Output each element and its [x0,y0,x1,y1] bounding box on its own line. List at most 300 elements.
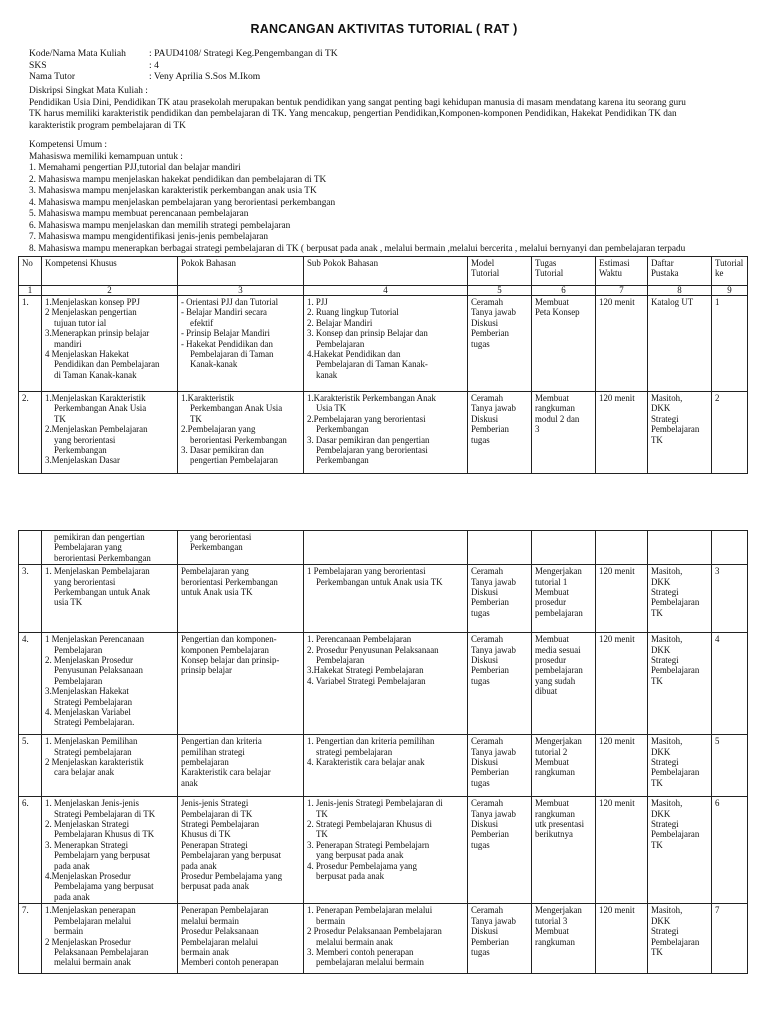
assignment-cell [532,565,596,633]
model-cell-line: Ceramah [471,297,504,307]
competence-cell-line: di Taman Kanak-kanak [54,369,137,380]
reference-cell-line: DKK [651,746,671,757]
topic-cell-line: TK [190,413,202,424]
model-cell-line: Pemberian [471,665,509,676]
column-number: 2 [42,286,178,296]
assignment-cell-line: pembelajaran [535,607,583,618]
assignment-cell-line: tutorial 2 [535,746,568,757]
competence-item: 3. Mahasiswa mampu menjelaskan karakteristik perkembangan anak usia TK [29,186,317,196]
session-number: 1 [712,296,748,392]
reference-cell-line: Masitoh, [651,634,683,645]
time-cell [596,565,648,633]
subtopic-cell-line: 4.Hakekat Pendidikan dan [307,349,401,360]
subtopic-cell-line: Perkembangan [316,424,369,435]
subtopic-cell-line: 1 Pembelajaran yang berorientasi [307,566,426,577]
topic-cell-line: - Prinsip Belajar Mandiri [181,328,270,339]
assignment-cell [532,531,596,565]
reference-cell-line: Strategi [651,413,679,424]
session-number: 4 [712,633,748,735]
model-cell-line: Tanya jawab [471,746,516,757]
topic-cell [178,633,304,735]
topic-cell-line: Khusus di TK [181,829,231,840]
session-number: 7 [712,904,748,974]
model-cell-line: Tanya jawab [471,403,516,414]
competence-item: 8. Mahasiswa mampu menerapkan berbagai strategi pembelajaran di TK ( berpusat pada anak , melalui bermain ,melalui bercerita , melalui bernyanyi dan pembelajaran terpadu [29,243,686,254]
header-col-sub [304,257,468,286]
header-text: Model [471,258,495,268]
tutorial-plan-table-continued [18,530,748,974]
header-text: ke [715,268,724,279]
competence-cell-line: Pendidikan dan Pembelajaran [54,359,160,370]
model-cell-line: tugas [471,777,490,788]
topic-cell-line: pengertian Pembelajaran [190,455,278,466]
model-cell-line: tugas [471,675,490,686]
reference-cell-line: TK [651,777,663,788]
competence-item: 4. Mahasiswa mampu menjelaskan pembelajaran yang berorientasi perkembangan [29,197,336,208]
session-number [712,531,748,565]
table-row [19,797,748,904]
competence-cell-line: 1. Menjelaskan Pembelajaran [45,566,150,577]
competence-cell-line: 4 Menjelaskan Hakekat [45,349,129,360]
subtopic-cell-line: 2 Prosedur Pelaksanaan Pembelajaran [307,926,442,937]
assignment-cell-line: Peta Konsep [535,307,580,318]
assignment-cell-line: media sesuai [535,644,581,655]
competence-cell-line: 2. Menjelaskan Prosedur [45,655,133,666]
reference-cell-line: Pembelajaran [651,767,700,778]
column-number: 3 [178,286,304,296]
subtopic-cell [304,565,468,633]
subtopic-cell-line: 3.Hakekat Strategi Pembelajaran [307,665,424,676]
competence-cell-line: Strategi pembelajaran [54,746,132,757]
document-title: RANCANGAN AKTIVITAS TUTORIAL ( RAT ) [250,22,518,36]
row-number [19,531,42,565]
competence-cell-line: pemikiran dan pengertian [54,532,145,542]
topic-cell-line: Pengertian dan kriteria [181,736,262,747]
reference-cell [648,633,712,735]
assignment-cell-line: tutorial 3 [535,915,568,926]
model-cell [468,797,532,904]
topic-cell-line: - Belajar Mandiri secara [181,307,267,318]
competence-cell-line: pada anak [54,860,90,871]
subtopic-cell-line: 4. Karakteristik cara belajar anak [307,757,425,768]
tutorial-plan-table [18,256,748,474]
model-cell-line: Tanya jawab [471,808,516,819]
topic-cell [178,735,304,797]
topic-cell [178,565,304,633]
row-number: 6. [19,797,42,904]
subtopic-cell-line: melalui bermain anak [316,936,393,947]
subtopic-cell [304,392,468,474]
header-text: Tutorial [715,258,744,268]
model-cell-line: Diskusi [471,413,499,424]
course-info-value: : 4 [149,59,159,71]
model-cell [468,735,532,797]
assignment-cell-line: rangkuman [535,936,575,947]
header-text: Pustaka [651,268,679,279]
topic-cell [178,797,304,904]
subtopic-cell-line: Pembelajaran [316,655,365,666]
subtopic-cell-line: 2. Prosedur Penyusunan Pelaksanaan [307,644,439,655]
header-text: No [22,258,33,268]
subtopic-cell-line: 1. Jenis-jenis Strategi Pembelajaran di [307,798,443,809]
competence-cell-line: 4.Menjelaskan Prosedur [45,871,131,882]
competence-cell-line: 1.Menjelaskan Karakteristik [45,393,146,403]
subtopic-cell-line: Usia TK [316,403,347,414]
table-row [19,904,748,974]
table-row [19,565,748,633]
time-cell [596,904,648,974]
competence-cell [42,797,178,904]
competence-cell-line: 4. Menjelaskan Variabel [45,707,131,718]
reference-cell [648,904,712,974]
competence-item: 6. Mahasiswa mampu menjelaskan dan memilih strategi pembelajaran [29,220,291,231]
description-line: TK harus memiliki karakteristik pendidikan dan pembelajaran di TK. Yang mencakup, pengertian Pendidikan,Komponen-komponen Pendidikan, Hakekat Pendidikan TK dan [29,109,677,119]
subtopic-cell-line: Pembelajaran yang berorientasi [316,445,428,456]
time-cell-line: 120 menit [599,736,635,747]
topic-cell-line: 2.Pembelajaran yang [181,424,256,435]
assignment-cell-line: dibuat [535,686,558,697]
competence-cell-line: Pembelajama yang berpusat [54,881,154,892]
reference-cell-line: Pembelajaran [651,936,700,947]
subtopic-cell-line: Perkembangan [316,455,369,466]
row-number: 1. [19,296,42,392]
competence-cell-line: 2 Menjelaskan pengertian [45,307,137,318]
competence-cell-line: Perkembangan [54,445,107,456]
topic-cell-line: Pembelajaran di Taman [190,349,274,360]
competence-cell-line: pada anak [54,891,90,902]
column-number: 9 [712,286,748,296]
subtopic-cell-line: 4. Prosedur Pembelajama yang [307,860,417,871]
topic-cell-line: Karakteristik cara belajar [181,767,271,778]
subtopic-cell-line: yang berpusat pada anak [316,850,404,861]
course-info [29,48,338,83]
model-cell-line: tugas [471,338,490,349]
competence-item: 7. Mahasiswa mampu mengidentifikasi jenis-jenis pembelajaran [29,232,269,242]
subtopic-cell-line: 3. Konsep dan prinsip Belajar dan [307,328,428,339]
subtopic-cell-line: 1. Perencanaan Pembelajaran [307,634,412,645]
topic-cell-line: Penerapan Strategi [181,839,248,850]
topic-cell-line: Konsep belajar dan prinsip- [181,655,280,666]
assignment-cell-line: rangkuman [535,767,575,778]
reference-cell-line: Masitoh, [651,566,683,577]
table-row [19,296,748,392]
topic-cell-line: yang berorientasi [190,532,252,542]
assignment-cell-line: Membuat [535,297,570,307]
header-col-no [19,257,42,286]
model-cell-line: Diskusi [471,587,499,598]
table-header-row [19,257,748,286]
reference-cell [648,797,712,904]
header-col-pustaka [648,257,712,286]
competence-cell-line: 3.Menerapkan prinsip belajar [45,328,150,339]
assignment-cell-line: Membuat [535,393,570,403]
competence-cell-line: 1.Menjelaskan penerapan [45,905,136,916]
subtopic-cell-line: TK [316,808,328,819]
subtopic-cell-line: kanak [316,369,338,380]
competence-cell [42,531,178,565]
subtopic-cell-line: Perkembangan untuk Anak usia TK [316,576,443,587]
reference-cell-line: Masitoh, [651,736,683,747]
table-row [19,633,748,735]
topic-cell-line: anak [181,777,198,788]
row-number: 3. [19,565,42,633]
subtopic-cell-line: 1. PJJ [307,297,328,307]
reference-cell-line: TK [651,839,663,850]
assignment-cell-line: Membuat [535,757,570,768]
topic-cell-line: Pembelajaran melalui [181,936,259,947]
header-col-ke [712,257,748,286]
header-text: Waktu [599,268,622,279]
competence-cell-line: bermain [54,926,84,937]
general-competence [29,140,741,255]
subtopic-cell-line: 3. Dasar pemikiran dan pengertian [307,434,430,445]
assignment-cell [532,392,596,474]
topic-cell [178,296,304,392]
table-row [19,531,748,565]
course-info-row [29,60,338,72]
topic-cell-line: Prosedur Pembelajama yang [181,871,283,882]
assignment-cell-line: prosedur [535,655,567,666]
subtopic-cell-line: Pembelajaran di Taman Kanak- [316,359,428,370]
course-info-value: : PAUD4108/ Strategi Keg.Pengembangan di TK [149,48,338,59]
column-number: 7 [596,286,648,296]
reference-cell [648,296,712,392]
competence-item: 5. Mahasiswa mampu membuat perencanaan pembelajaran [29,209,249,219]
header-text: Tugas [535,258,557,268]
column-number: 1 [19,286,42,296]
subtopic-cell [304,904,468,974]
header-text: Kompetensi Khusus [45,258,117,268]
competence-cell [42,392,178,474]
time-cell-line: 120 menit [599,905,635,916]
topic-cell-line: Pembelajaran di TK [181,808,253,819]
subtopic-cell-line: 4. Variabel Strategi Pembelajaran [307,675,426,686]
subtopic-cell-line: 1.Karakteristik Perkembangan Anak [307,393,436,403]
model-cell-line: Ceramah [471,566,504,577]
assignment-cell-line: Membuat [535,587,570,598]
subtopic-cell [304,531,468,565]
assignment-cell [532,904,596,974]
competence-cell-line: Pelaksanaan Pembelajaran [54,946,149,957]
reference-cell-line: DKK [651,644,671,655]
competence-cell-line: TK [54,413,66,424]
competence-cell-line: Strategi Pembelajaran. [54,717,135,728]
header-text: Sub Pokok Bahasan [307,258,378,268]
competence-cell [42,735,178,797]
topic-cell-line: berpusat pada anak [181,881,250,892]
model-cell-line: Tanya jawab [471,576,516,587]
model-cell [468,633,532,735]
model-cell-line: Ceramah [471,798,504,809]
subtopic-cell-line: bermain [316,915,346,926]
topic-cell-line: berorientasi Perkembangan [181,576,278,587]
assignment-cell-line: Membuat [535,926,570,937]
model-cell-line: Diskusi [471,757,499,768]
topic-cell-line: - Hakekat Pendidikan dan [181,338,273,349]
reference-cell-line: DKK [651,915,671,926]
topic-cell-line: Strategi Pembelajaran [181,819,260,830]
header-col-model [468,257,532,286]
time-cell [596,797,648,904]
competence-cell-line: 1.Menjelaskan konsep PPJ [45,297,140,307]
competence-item: 2. Mahasiswa mampu menjelaskan hakekat pendidikan dan pembelajaran di TK [29,174,327,185]
subtopic-cell [304,735,468,797]
course-info-value: : Veny Aprilia S.Sos M.Ikom [149,71,261,83]
reference-cell [648,565,712,633]
subtopic-cell-line: 2. Belajar Mandiri [307,317,373,328]
model-cell [468,296,532,392]
assignment-cell-line: Membuat [535,634,570,645]
time-cell [596,633,648,735]
model-cell-line: Diskusi [471,317,499,328]
subtopic-cell-line: berpusat pada anak [316,871,385,882]
course-info-key: Nama Tutor [29,71,76,83]
time-cell [596,392,648,474]
session-number: 3 [712,565,748,633]
competence-cell-line: 2.Menjelaskan Pembelajaran [45,424,148,435]
competence-heading: Kompetensi Umum : [29,140,107,150]
model-cell-line: tugas [471,946,490,957]
assignment-cell-line: pembelajaran [535,665,583,676]
topic-cell [178,531,304,565]
reference-cell-line: Pembelajaran [651,597,700,608]
table-row [19,735,748,797]
competence-cell-line: yang berorientasi [54,434,116,445]
subtopic-cell-line: TK [316,829,328,840]
reference-cell-line: Strategi [651,587,679,598]
reference-cell-line: Strategi [651,655,679,666]
assignment-cell-line: utk presentasi [535,819,585,830]
row-number: 7. [19,904,42,974]
competence-cell-line: melalui bermain anak [54,957,131,968]
course-info-row [29,48,338,60]
subtopic-cell-line: Pembelajaran [316,338,365,349]
session-number: 2 [712,392,748,474]
subtopic-cell-line: 2. Ruang lingkup Tutorial [307,307,399,318]
assignment-cell-line: Mengerjakan [535,905,582,916]
model-cell-line: Pemberian [471,829,509,840]
assignment-cell-line: 3 [535,424,540,435]
time-cell-line: 120 menit [599,393,635,403]
competence-cell [42,565,178,633]
reference-cell-line: Pembelajaran [651,665,700,676]
model-cell-line: Diskusi [471,655,499,666]
column-number-row [19,286,748,296]
topic-cell-line: Pengertian dan komponen- [181,634,277,645]
reference-cell-line: TK [651,675,663,686]
topic-cell-line: untuk Anak usia TK [181,587,253,598]
reference-cell-line: TK [651,946,663,957]
subtopic-cell-line: 2. Strategi Pembelajaran Khusus di [307,819,432,830]
competence-cell-line: 3. Menerapkan Strategi [45,839,129,850]
column-number: 8 [648,286,712,296]
description-line: Pendidikan Usia Dini, Pendidikan TK atau prasekolah merupakan bentuk pendidikan yang sangat penting bagi kehidupan manusia di masam mendatang karena itu seorang guru [29,97,686,108]
assignment-cell [532,296,596,392]
topic-cell-line: Memberi contoh penerapan [181,957,279,968]
header-col-waktu [596,257,648,286]
assignment-cell [532,633,596,735]
competence-cell-line: Perkembangan untuk Anak [54,587,151,598]
row-number: 5. [19,735,42,797]
reference-cell [648,735,712,797]
competence-cell-line: 1. Menjelaskan Pemilihan [45,736,138,747]
assignment-cell-line: rangkuman [535,403,575,414]
time-cell [596,735,648,797]
model-cell-line: Diskusi [471,819,499,830]
reference-cell-line: Katalog UT [651,297,694,307]
topic-cell-line: efektif [190,317,214,328]
competence-cell-line: Pembelajaran melalui [54,915,132,926]
header-col-kompetensi [42,257,178,286]
topic-cell-line: Prosedur Pelaksanaan [181,926,259,937]
competence-cell-line: Pembelajarn yang berpusat [54,850,151,861]
subtopic-cell-line: 1. Pengertian dan kriteria pemilihan [307,736,435,747]
reference-cell-line: Pembelajaran [651,424,700,435]
model-cell-line: Pemberian [471,936,509,947]
reference-cell [648,392,712,474]
header-text: Daftar [651,258,674,268]
competence-cell-line: yang berorientasi [54,576,116,587]
subtopic-cell-line: strategi pembelajaran [316,746,393,757]
topic-cell-line: - Orientasi PJJ dan Tutorial [181,297,279,307]
model-cell-line: Tanya jawab [471,307,516,318]
subtopic-cell-line: 2.Pembelajaran yang berorientasi [307,413,426,424]
competence-cell-line: Strategi Pembelajaran di TK [54,808,156,819]
competence-cell-line: 1. Menjelaskan Jenis-jenis [45,798,139,809]
model-cell [468,565,532,633]
subtopic-cell [304,296,468,392]
competence-cell-line: 3.Menjelaskan Dasar [45,455,120,466]
topic-cell-line: bermain anak [181,946,230,957]
time-cell [596,531,648,565]
subtopic-cell-line: 3. Memberi contoh penerapan [307,946,414,957]
session-number: 5 [712,735,748,797]
reference-cell-line: Strategi [651,926,679,937]
competence-cell-line: Strategi Pembelajaran [54,696,133,707]
reference-cell-line: DKK [651,808,671,819]
course-info-key: SKS [29,59,47,71]
reference-cell-line: Pembelajaran [651,829,700,840]
model-cell-line: Pemberian [471,597,509,608]
topic-cell-line: 1.Karakteristik [181,393,234,403]
competence-cell-line: Penyusunan Pelaksanaan [54,665,143,676]
model-cell-line: Diskusi [471,926,499,937]
column-number: 4 [304,286,468,296]
reference-cell-line: Strategi [651,819,679,830]
competence-cell-line: Pembelajaran Khusus di TK [54,829,155,840]
assignment-cell [532,735,596,797]
reference-cell-line: DKK [651,403,671,414]
header-col-pokok [178,257,304,286]
assignment-cell-line: modul 2 dan [535,413,580,424]
row-number: 4. [19,633,42,735]
reference-cell-line: Strategi [651,757,679,768]
topic-cell-line: Kanak-kanak [190,359,238,370]
assignment-cell-line: rangkuman [535,808,575,819]
assignment-cell-line: yang sudah [535,675,576,686]
reference-cell-line: DKK [651,576,671,587]
competence-item: 1. Memahami pengertian PJJ,tutorial dan belajar mandiri [29,163,241,173]
competence-cell-line: Perkembangan Anak Usia [54,403,147,414]
topic-cell-line: Penerapan Pembelajaran [181,905,269,916]
topic-cell [178,904,304,974]
competence-cell [42,296,178,392]
model-cell [468,531,532,565]
model-cell-line: tugas [471,434,490,445]
description-line: karakteristik program pembelajaran di TK [29,120,186,131]
assignment-cell-line: Mengerjakan [535,736,582,747]
model-cell-line: Ceramah [471,634,504,645]
